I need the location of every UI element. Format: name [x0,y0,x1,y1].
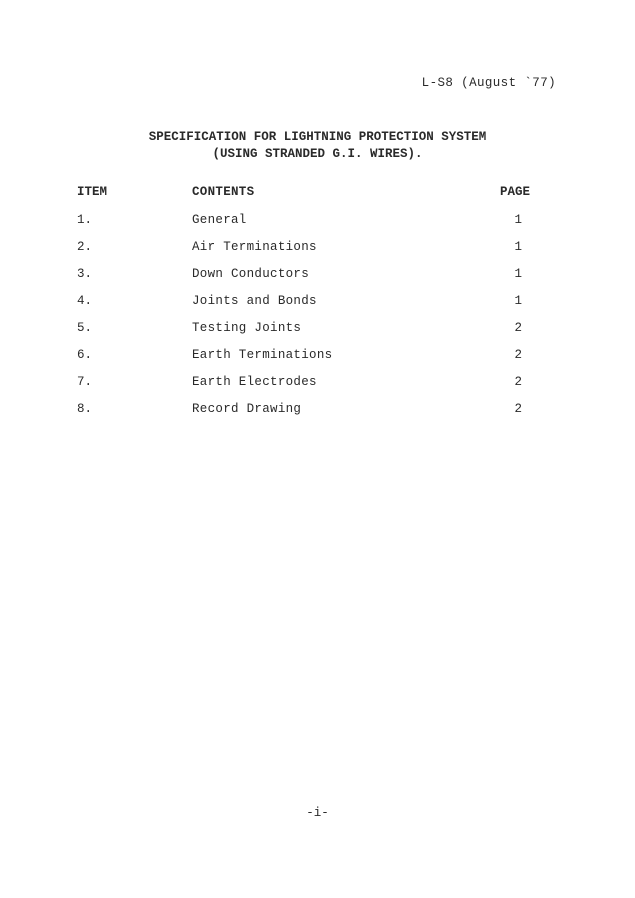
toc-row [0,348,635,364]
title-line-2: (USING STRANDED G.I. WIRES). [212,147,423,161]
toc-item-contents: Earth Terminations [192,348,333,362]
toc-header [0,185,635,201]
toc-item-page: 2 [514,402,522,416]
toc-item-contents: Down Conductors [192,267,310,281]
toc-item-page: 1 [514,213,522,227]
toc-item-page: 2 [514,348,522,362]
toc-header-item: ITEM [77,185,108,199]
document-title [0,129,635,163]
toc-item-page: 2 [514,321,522,335]
toc-item-number: 2. [77,240,93,254]
toc-item-contents: Air Terminations [192,240,317,254]
toc-item-number: 4. [77,294,93,308]
toc-row [0,375,635,391]
toc-row [0,402,635,418]
toc-item-contents: Earth Electrodes [192,375,317,389]
toc-item-contents: Joints and Bonds [192,294,317,308]
toc-item-number: 6. [77,348,93,362]
toc-item-page: 1 [514,294,522,308]
document-reference: L-S8 (August `77) [421,76,556,90]
toc-item-number: 5. [77,321,93,335]
toc-row [0,213,635,229]
toc-item-number: 3. [77,267,93,281]
title-line-1: SPECIFICATION FOR LIGHTNING PROTECTION SYSTEM [148,130,487,144]
toc-item-page: 2 [514,375,522,389]
toc-item-number: 1. [77,213,93,227]
toc-header-page: PAGE [499,185,530,199]
toc-item-number: 8. [77,402,93,416]
toc-item-contents: Record Drawing [192,402,302,416]
toc-item-page: 1 [514,240,522,254]
toc-header-contents: CONTENTS [192,185,255,199]
toc-item-number: 7. [77,375,93,389]
page-number: -i- [306,806,329,820]
toc-row [0,294,635,310]
toc-row [0,267,635,283]
toc-row [0,240,635,256]
toc-row [0,321,635,337]
toc-item-contents: General [192,213,247,227]
toc-item-page: 1 [514,267,522,281]
toc-item-contents: Testing Joints [192,321,302,335]
